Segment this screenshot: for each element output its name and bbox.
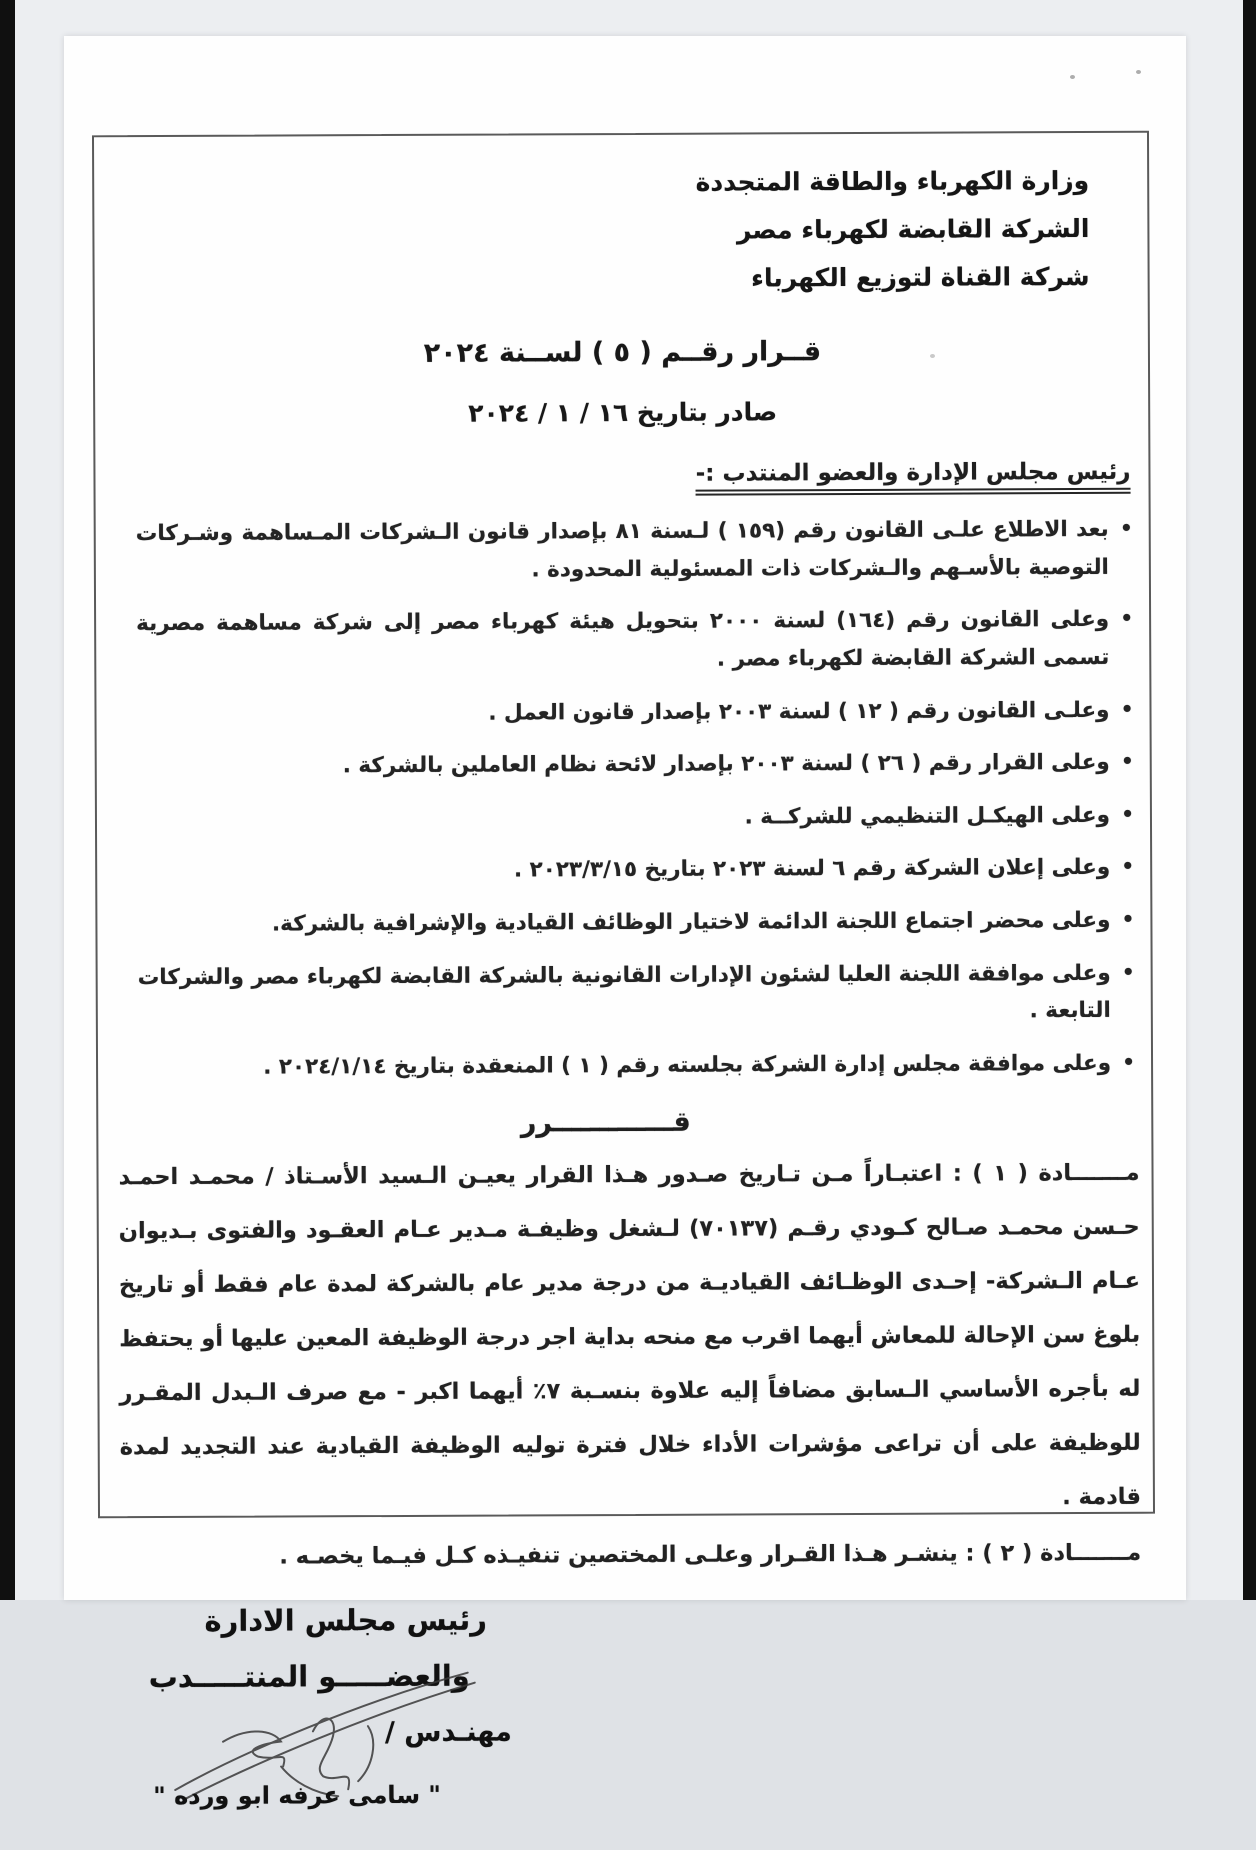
decision-word: قـــــــــــــرر xyxy=(520,1106,691,1138)
preamble-item: • وعلى موافقة اللجنة العليا لشئون الإدارات القانونية بالشركة القابضة لكهرباء مصر والشركات التابعة . xyxy=(138,954,1135,1034)
preamble-item: • وعلـى القانون رقم ( ١٢ ) لسنة ٢٠٠٣ بإصدار قانون العمل . xyxy=(136,691,1133,733)
signatory-rank: مهنـدس / xyxy=(384,1715,512,1748)
preamble-item: • وعلى القانون رقم (١٦٤) لسنة ٢٠٠٠ بتحويل هيئة كهرباء مصر إلى شركة مساهمة مصرية تسمى الشركة القابضة لكهرباء مصر . xyxy=(136,601,1133,681)
paper-sheet xyxy=(64,36,1186,1810)
scan-speck xyxy=(1070,75,1075,79)
article-2-label: مـــــــادة ( ٢ ) : xyxy=(965,1539,1142,1567)
scan-edge-left xyxy=(0,0,15,1600)
letterhead-distribution-company: شركة القناة لتوزيع الكهرباء xyxy=(751,261,1090,293)
preamble-item: • وعلى إعلان الشركة رقم ٦ لسنة ٢٠٢٣ بتاريخ ٢٠٢٣/٣/١٥ . xyxy=(137,849,1134,891)
scan-speck xyxy=(1136,70,1141,74)
article-1-label: مـــــــادة ( ١ ) : xyxy=(952,1159,1140,1187)
letterhead-holding-company: الشركة القابضة لكهرباء مصر xyxy=(736,213,1090,245)
article-2 xyxy=(120,1525,1141,1583)
signature-title-managing-director: والعضـــــو المنتـــــدب xyxy=(148,1658,470,1694)
signature-block xyxy=(112,1595,1144,1849)
addressee-text: رئيس مجلس الإدارة والعضو المنتدب :- xyxy=(696,459,1131,496)
article-1-text: اعتبـاراً مـن تـاريخ صـدور هـذا القرار يعيـن الـسيد الأسـتاذ / محمـد احمـد حـسن محمـد صـالح كـودي رقـم (٧٠١٣٧) لـشغل وظيفـة مـدير عـام العقـود والفتوى بـديوان عـام الـشركة- إحـدى الوظـائف القياديـة من درجة مدير عام بالشركة لمدة عام فقط أو تاريخ بلوغ سن الإحالة للمعاش أيهما اقرب مع منحه بداية اجر درجة الوظيفة المعين عليها أو يحتفظ له بأجره الأساسي الـسابق مضافاً إليه علاوة بنسـبة ٧٪ أيهما اكبر - مع صرف الـبدل المقـرر للوظيفة على أن تراعى مؤشرات الأداء خلال فترة توليه الوظيفة القيادية عند التجديد لمدة قادمة . xyxy=(118,1160,1141,1510)
preamble-item: • بعد الاطلاع علـى القانون رقم (١٥٩ ) لـسنة ٨١ بإصدار قانون الـشركات المـساهمة وشـركات التوصية بالأسـهم والـشركات ذات المسئولية المحدودة . xyxy=(136,511,1133,591)
scan-edge-right xyxy=(1243,0,1256,1600)
preamble-item: • وعلى محضر اجتماع اللجنة الدائمة لاختيار الوظائف القيادية والإشرافية بالشركة. xyxy=(137,902,1134,944)
decree-date-line: صادر بتاريخ ١٦ / ١ / ٢٠٢٤ xyxy=(468,397,778,428)
decree-number-line: قــرار رقــم ( ٥ ) لســنة ٢٠٢٤ xyxy=(423,336,822,369)
preamble-item: • وعلى موافقة مجلس إدارة الشركة بجلسته رقم ( ١ ) المنعقدة بتاريخ ٢٠٢٤/١/١٤ . xyxy=(138,1045,1135,1087)
addressee-heading xyxy=(107,459,1130,489)
article-2-text: ينشـر هـذا القـرار وعلـى المختصين تنفيـذه كـل فيـما يخصـه . xyxy=(279,1540,958,1570)
signatory-name: " سامى عرفه ابو ورده " xyxy=(153,1780,441,1810)
preamble-item: • وعلى القرار رقم ( ٢٦ ) لسنة ٢٠٠٣ بإصدار لائحة نظام العاملين بالشركة . xyxy=(137,744,1134,786)
preamble-item: • وعلى الهيكـل التنظيمي للشركــة . xyxy=(137,797,1134,839)
signature-title-chairman: رئيس مجلس الادارة xyxy=(204,1602,488,1638)
article-1 xyxy=(118,1145,1141,1527)
document-border-frame xyxy=(92,131,1155,1810)
letterhead-ministry: وزارة الكهرباء والطاقة المتجددة xyxy=(695,165,1090,197)
preamble-list xyxy=(108,511,1141,1087)
letterhead xyxy=(106,157,1090,305)
decree-title xyxy=(107,335,1138,429)
